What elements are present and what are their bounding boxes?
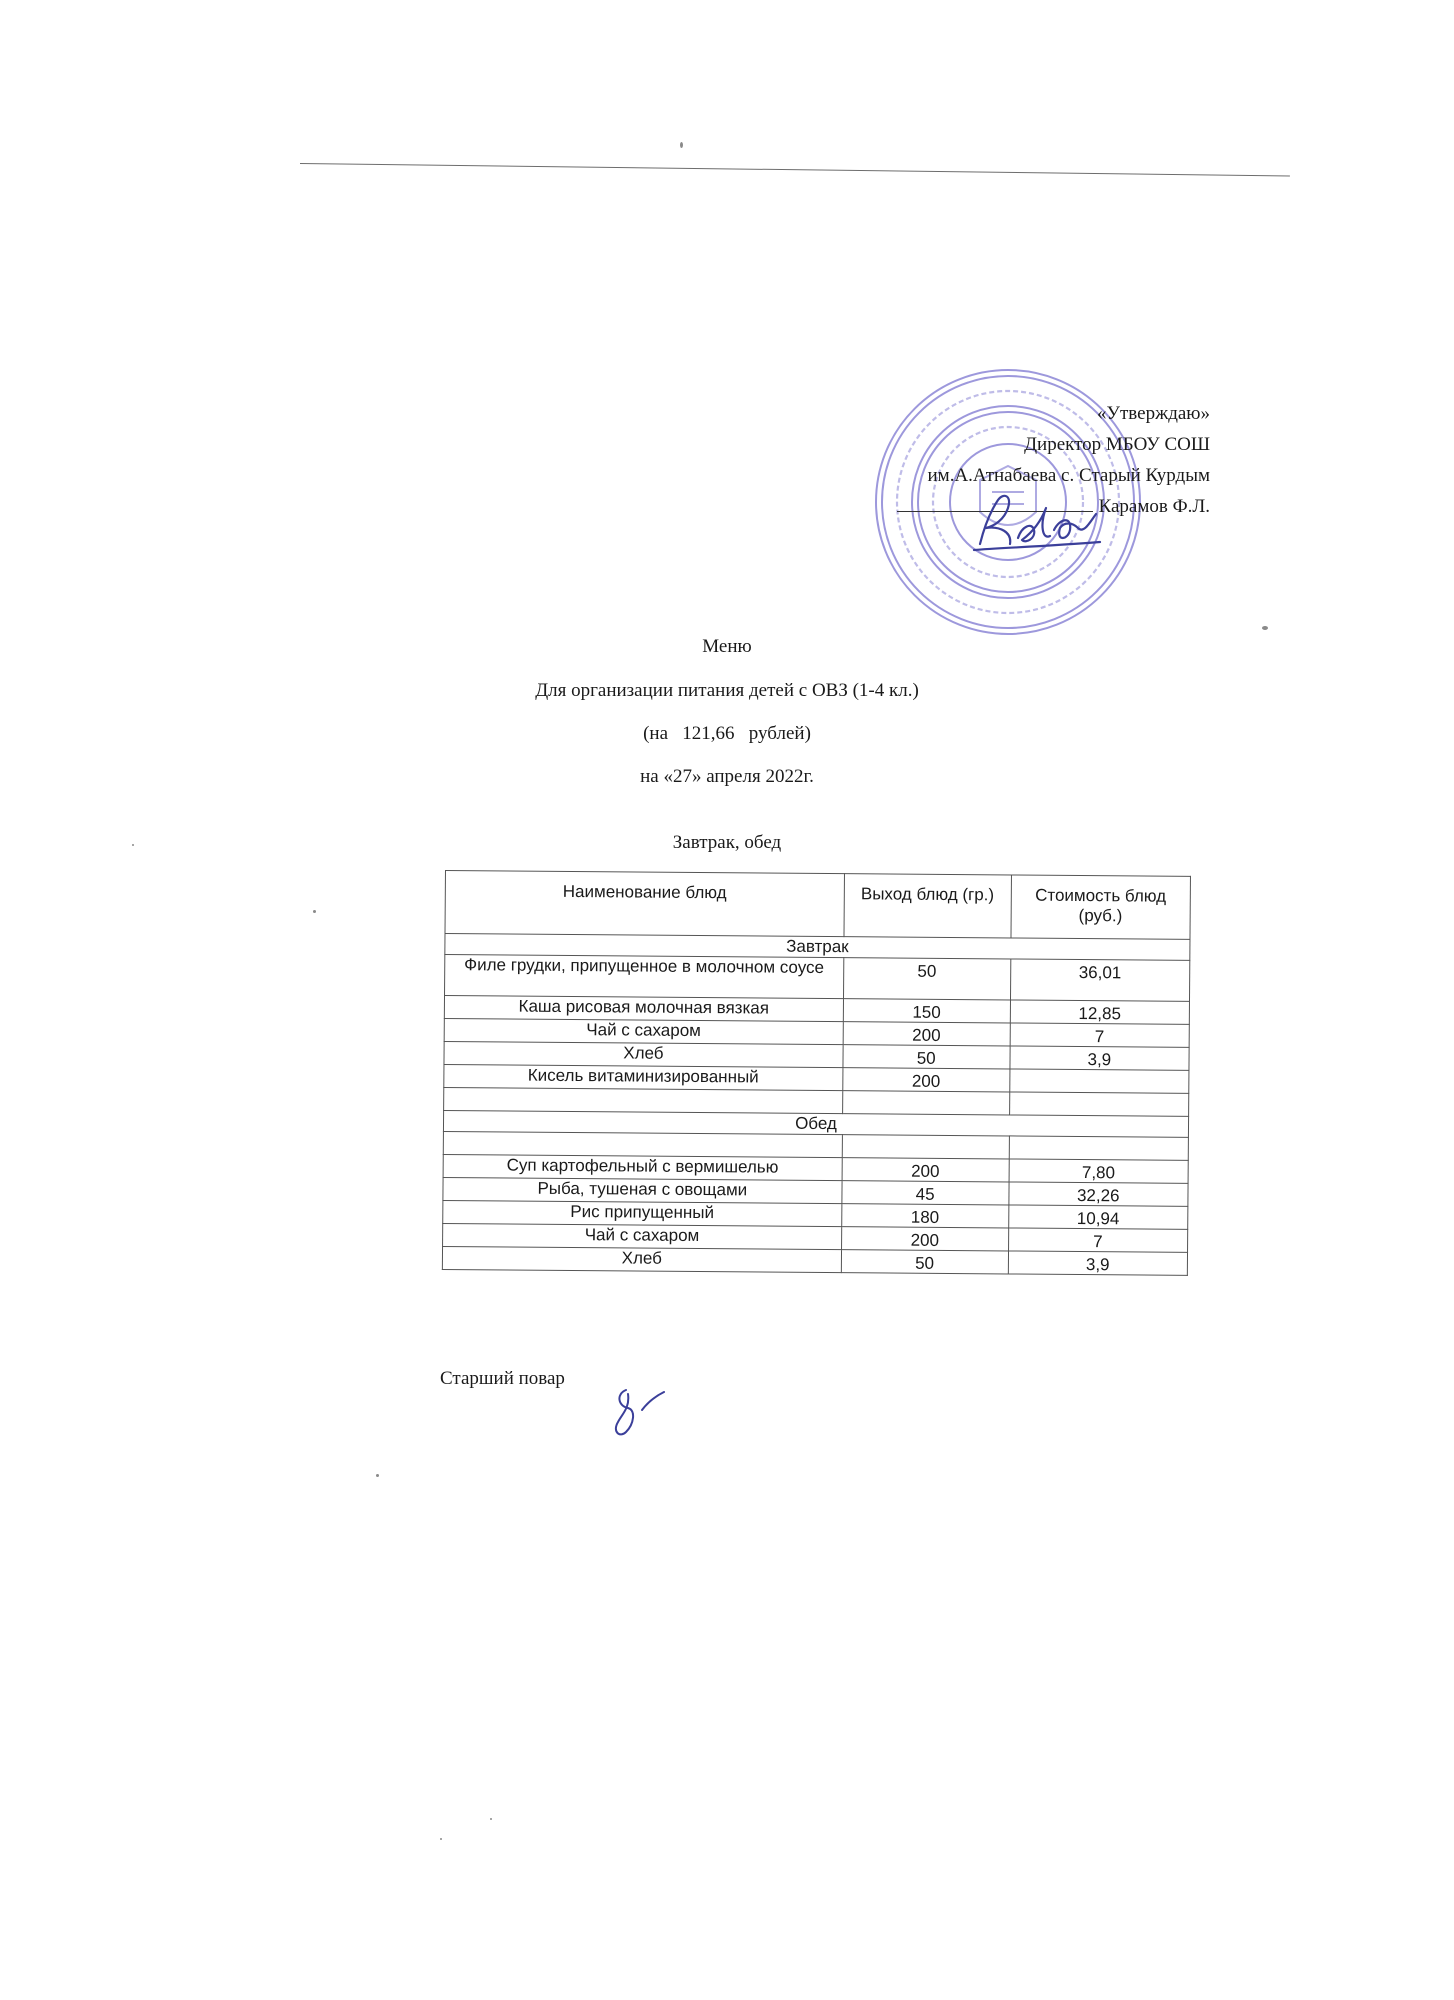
dish-cost: 7: [1010, 1023, 1190, 1047]
dish-yield: 45: [842, 1181, 1009, 1205]
dish-name: Суп картофельный с вермишелью: [443, 1154, 842, 1180]
dish-name: Филе грудки, припущенное в молочном соусе: [445, 955, 844, 999]
dish-yield: 200: [843, 1022, 1010, 1046]
menu-title: Меню: [702, 636, 752, 657]
dish-yield: 150: [843, 999, 1010, 1023]
approval-school: им.А.Атнабаева с. Старый Курдым: [927, 465, 1210, 486]
approval-signer-name: Карамов Ф.Л.: [1098, 496, 1210, 517]
menu-table: [442, 870, 1191, 1276]
approval-heading: «Утверждаю»: [1097, 403, 1210, 424]
header-cost: Стоимость блюд (руб.): [1011, 875, 1191, 939]
dish-name: Чай с сахаром: [444, 1018, 843, 1044]
scan-speck: [440, 1838, 442, 1840]
dish-name: Хлеб: [442, 1246, 841, 1272]
dish-yield: 200: [843, 1068, 1010, 1092]
header-dish-name: Наименование блюд: [445, 871, 844, 937]
menu-date: на «27» апреля 2022г.: [640, 766, 814, 787]
director-signature: [960, 478, 1110, 568]
section-title: Завтрак: [445, 934, 1190, 961]
scan-speck: [680, 142, 683, 148]
dish-yield: 50: [841, 1250, 1008, 1274]
dish-name: Рыба, тушеная с овощами: [443, 1177, 842, 1203]
dish-cost: [1009, 1069, 1189, 1093]
dish-name: Рис припущенный: [443, 1200, 842, 1226]
scan-speck: [490, 1818, 492, 1820]
cook-signature: [606, 1380, 676, 1450]
section-title: Обед: [443, 1110, 1188, 1137]
scan-speck: [313, 910, 316, 913]
approval-position: Директор МБОУ СОШ: [1024, 434, 1210, 455]
dish-yield: 200: [841, 1227, 1008, 1251]
dish-name: Хлеб: [444, 1041, 843, 1067]
dish-cost: 10,94: [1008, 1205, 1188, 1229]
dish-name: Чай с сахаром: [443, 1223, 842, 1249]
menu-meals: Завтрак, обед: [672, 832, 782, 853]
menu-price: (на 121,66 рублей): [643, 723, 811, 744]
dish-cost: 7: [1008, 1228, 1188, 1252]
dish-cost: 7,80: [1009, 1159, 1189, 1183]
table-header-row: [445, 871, 1190, 940]
dish-yield: 200: [842, 1158, 1009, 1182]
senior-cook-label: Старший повар: [440, 1368, 565, 1389]
dish-yield: 180: [841, 1204, 1008, 1228]
dish-cost: 36,01: [1010, 959, 1190, 1001]
scan-speck: [376, 1474, 379, 1477]
dish-yield: 50: [843, 1045, 1010, 1069]
menu-purpose: Для организации питания детей с ОВЗ (1-4 кл.): [535, 680, 919, 701]
table-row: [442, 1246, 1187, 1275]
dish-yield: 50: [843, 958, 1010, 1000]
dish-cost: 12,85: [1010, 1000, 1190, 1024]
table-row: [445, 955, 1190, 1002]
dish-name: Каша рисовая молочная вязкая: [444, 996, 843, 1022]
dish-cost: 32,26: [1009, 1182, 1189, 1206]
header-yield: Выход блюд (гр.): [844, 874, 1011, 938]
scan-top-rule: [300, 163, 1290, 176]
dish-cost: 3,9: [1010, 1046, 1190, 1070]
dish-name: Кисель витаминизированный: [444, 1064, 843, 1090]
scan-speck: [1262, 626, 1268, 630]
dish-cost: 3,9: [1008, 1251, 1188, 1275]
